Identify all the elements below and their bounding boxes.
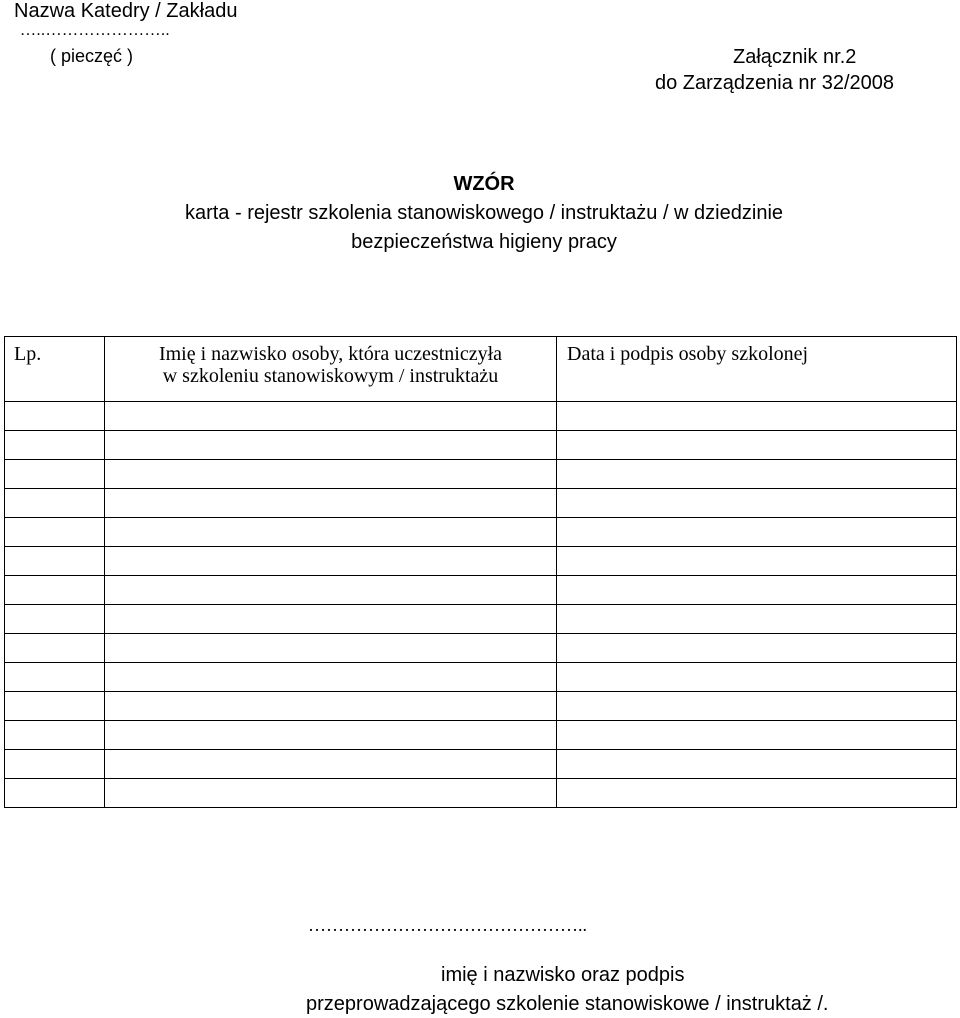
table-row	[5, 750, 957, 779]
signature-caption-line2: przeprowadzającego szkolenie stanowiskowe / instruktaż /.	[306, 993, 829, 1015]
cell-date-signature[interactable]	[557, 721, 957, 750]
cell-name[interactable]	[105, 547, 557, 576]
signature-blank-line: ………………………………………..	[308, 915, 587, 935]
document-subtitle-line1: karta - rejestr szkolenia stanowiskowego / instruktażu / w dziedzinie	[184, 202, 784, 224]
cell-name[interactable]	[105, 402, 557, 431]
signature-caption-line1: imię i nazwisko oraz podpis	[441, 964, 685, 986]
cell-date-signature[interactable]	[557, 547, 957, 576]
attachment-number: Załącznik nr.2	[733, 46, 857, 68]
column-header-name-line2: w szkoleniu stanowiskowym / instruktażu	[162, 365, 499, 387]
cell-lp[interactable]	[5, 605, 105, 634]
column-header-lp: Lp.	[5, 337, 105, 402]
cell-date-signature[interactable]	[557, 692, 957, 721]
table-row	[5, 518, 957, 547]
attachment-reference: do Zarządzenia nr 32/2008	[655, 72, 895, 94]
cell-name[interactable]	[105, 779, 557, 808]
cell-lp[interactable]	[5, 634, 105, 663]
cell-name[interactable]	[105, 750, 557, 779]
cell-lp[interactable]	[5, 692, 105, 721]
column-header-name-line1: Imię i nazwisko osoby, która uczestniczyła	[158, 343, 503, 365]
cell-lp[interactable]	[5, 721, 105, 750]
cell-date-signature[interactable]	[557, 605, 957, 634]
table-row	[5, 576, 957, 605]
cell-lp[interactable]	[5, 750, 105, 779]
cell-date-signature[interactable]	[557, 663, 957, 692]
table-row	[5, 663, 957, 692]
cell-lp[interactable]	[5, 779, 105, 808]
cell-name[interactable]	[105, 721, 557, 750]
cell-name[interactable]	[105, 431, 557, 460]
cell-name[interactable]	[105, 576, 557, 605]
cell-lp[interactable]	[5, 460, 105, 489]
cell-date-signature[interactable]	[557, 489, 957, 518]
cell-lp[interactable]	[5, 576, 105, 605]
cell-date-signature[interactable]	[557, 431, 957, 460]
table-row	[5, 692, 957, 721]
column-header-name	[105, 337, 557, 402]
table-body	[5, 402, 957, 808]
cell-lp[interactable]	[5, 547, 105, 576]
training-register-table	[4, 336, 957, 808]
cell-date-signature[interactable]	[557, 750, 957, 779]
cell-date-signature[interactable]	[557, 779, 957, 808]
cell-name[interactable]	[105, 489, 557, 518]
cell-lp[interactable]	[5, 518, 105, 547]
cell-date-signature[interactable]	[557, 634, 957, 663]
column-header-date-signature: Data i podpis osoby szkolonej	[557, 337, 957, 402]
table-row	[5, 460, 957, 489]
cell-date-signature[interactable]	[557, 576, 957, 605]
table-header-row	[5, 337, 957, 402]
table-row	[5, 489, 957, 518]
department-name-blank: …..…………………..	[20, 22, 170, 39]
cell-lp[interactable]	[5, 489, 105, 518]
document-subtitle-line2: bezpieczeństwa higieny pracy	[351, 231, 617, 253]
table-row	[5, 547, 957, 576]
table-row	[5, 634, 957, 663]
cell-lp[interactable]	[5, 663, 105, 692]
table-row	[5, 605, 957, 634]
cell-name[interactable]	[105, 634, 557, 663]
cell-date-signature[interactable]	[557, 518, 957, 547]
stamp-label: ( pieczęć )	[50, 46, 134, 66]
cell-date-signature[interactable]	[557, 402, 957, 431]
cell-name[interactable]	[105, 460, 557, 489]
cell-name[interactable]	[105, 605, 557, 634]
cell-date-signature[interactable]	[557, 460, 957, 489]
cell-lp[interactable]	[5, 402, 105, 431]
cell-name[interactable]	[105, 518, 557, 547]
table-row	[5, 431, 957, 460]
table-row	[5, 779, 957, 808]
department-name-label: Nazwa Katedry / Zakładu	[14, 0, 238, 22]
table-row	[5, 721, 957, 750]
table-row	[5, 402, 957, 431]
cell-name[interactable]	[105, 663, 557, 692]
cell-name[interactable]	[105, 692, 557, 721]
cell-lp[interactable]	[5, 431, 105, 460]
document-title: WZÓR	[453, 173, 515, 195]
